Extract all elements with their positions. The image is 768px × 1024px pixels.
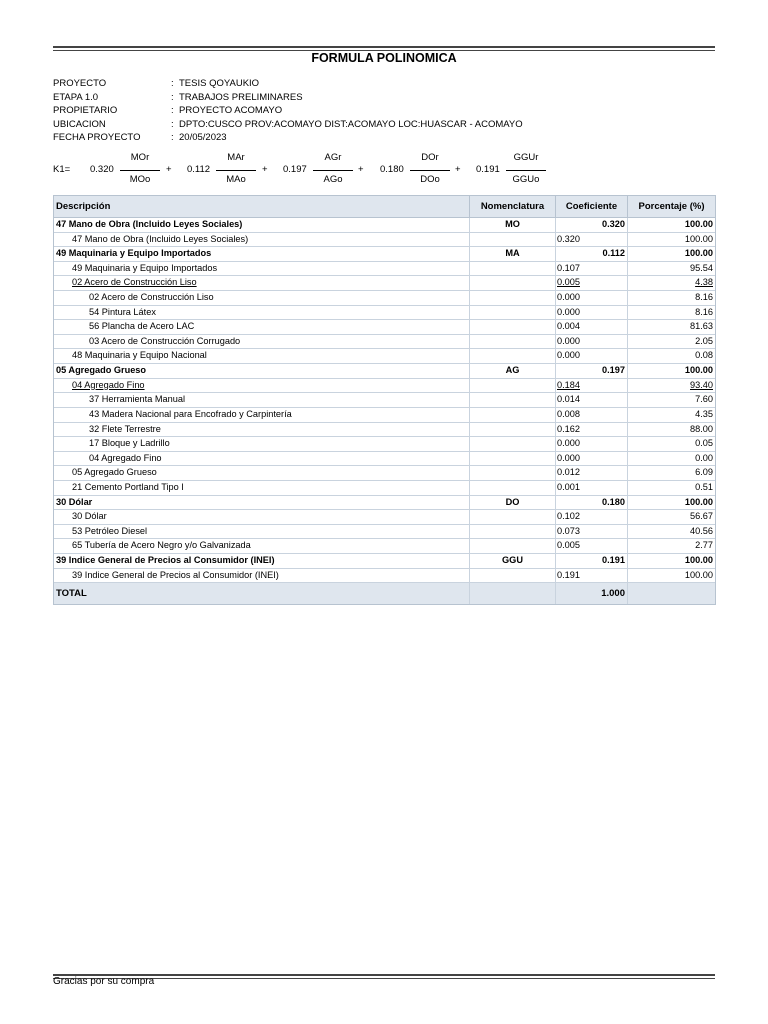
row-descripcion: [54, 569, 470, 583]
row-porcentaje: [628, 393, 715, 407]
row-descripcion: [54, 554, 470, 568]
row-porcentaje: [628, 379, 715, 393]
formula-coef: 0.320: [90, 164, 114, 175]
row-coeficiente: [556, 233, 628, 247]
total-porcentaje: [628, 583, 715, 604]
row-nomenclatura: [470, 481, 556, 495]
row-porcentaje-text: 0.08: [695, 350, 713, 361]
row-descripcion-text: 32 Flete Terrestre: [89, 423, 161, 434]
row-coeficiente: [556, 525, 628, 539]
table-row: [54, 291, 715, 306]
row-coeficiente: [556, 539, 628, 553]
row-coeficiente-text: 0.180: [602, 496, 625, 507]
row-descripcion: [54, 218, 470, 232]
row-coeficiente-text: 0.005: [557, 540, 580, 551]
row-descripcion-text: 39 Indice General de Precios al Consumidor (INEI): [56, 555, 275, 566]
meta-label: PROYECTO: [53, 78, 107, 89]
row-porcentaje: [628, 569, 715, 583]
row-coeficiente-text: 0.000: [557, 292, 580, 303]
row-descripcion: [54, 306, 470, 320]
table-header: [54, 196, 715, 218]
table-row: [54, 320, 715, 335]
formula-fraction: [216, 151, 256, 187]
table-row: [54, 481, 715, 496]
row-coeficiente: [556, 481, 628, 495]
row-coeficiente-text: 0.000: [557, 438, 580, 449]
row-descripcion: [54, 437, 470, 451]
row-coeficiente-text: 0.012: [557, 467, 580, 478]
table-row: [54, 218, 715, 233]
row-coeficiente-text: 0.001: [557, 481, 580, 492]
table-row: [54, 539, 715, 554]
total-nomenclatura: [470, 583, 556, 604]
row-descripcion-text: 05 Agregado Grueso: [72, 467, 157, 478]
row-descripcion: [54, 379, 470, 393]
table-row: [54, 510, 715, 525]
formula-numerator: MAr: [227, 152, 245, 163]
header-coeficiente: Coeficiente: [556, 196, 628, 217]
row-porcentaje-text: 0.05: [695, 438, 713, 449]
row-coeficiente: [556, 320, 628, 334]
row-descripcion-text: 65 Tubería de Acero Negro y/o Galvanizada: [72, 540, 251, 551]
row-nomenclatura: [470, 437, 556, 451]
row-nomenclatura: [470, 276, 556, 290]
row-descripcion-text: 43 Madera Nacional para Encofrado y Carpintería: [89, 408, 292, 419]
row-porcentaje: [628, 364, 715, 378]
row-coeficiente: [556, 510, 628, 524]
row-porcentaje: [628, 276, 715, 290]
row-porcentaje-text: 0.00: [695, 452, 713, 463]
table-row: [54, 364, 715, 379]
row-nomenclatura: [470, 320, 556, 334]
row-nomenclatura: [470, 408, 556, 422]
row-nomenclatura: [470, 335, 556, 349]
row-coeficiente-text: 0.162: [557, 423, 580, 434]
row-descripcion-text: 30 Dólar: [72, 511, 107, 522]
row-porcentaje: [628, 233, 715, 247]
formula-coef: 0.180: [380, 164, 404, 175]
row-porcentaje-text: 8.16: [695, 292, 713, 303]
row-descripcion: [54, 247, 470, 261]
row-coeficiente-text: 0.000: [557, 350, 580, 361]
row-porcentaje-text: 4.35: [695, 408, 713, 419]
formula-k1-label: K1=: [53, 164, 71, 175]
table-row: [54, 276, 715, 291]
fraction-bar: [216, 170, 256, 171]
document-title: FORMULA POLINOMICA: [311, 51, 457, 65]
table-row: [54, 247, 715, 262]
meta-value: PROYECTO ACOMAYO: [179, 105, 283, 117]
row-porcentaje: [628, 466, 715, 480]
table-row: [54, 408, 715, 423]
row-descripcion-text: 49 Maquinaria y Equipo Importados: [56, 248, 212, 259]
row-coeficiente-text: 0.014: [557, 394, 580, 405]
table-row: [54, 437, 715, 452]
row-porcentaje: [628, 437, 715, 451]
row-coeficiente: [556, 306, 628, 320]
row-porcentaje-text: 40.56: [690, 525, 713, 536]
row-porcentaje: [628, 510, 715, 524]
row-nomenclatura: [470, 510, 556, 524]
row-porcentaje-text: 100.00: [684, 555, 713, 566]
row-descripcion-text: 39 Indice General de Precios al Consumidor (INEI): [72, 569, 279, 580]
row-nomenclatura: MA: [470, 247, 556, 261]
row-porcentaje: [628, 306, 715, 320]
row-porcentaje-text: 81.63: [690, 321, 713, 332]
row-coeficiente-text: 0.000: [557, 306, 580, 317]
table-row: [54, 379, 715, 394]
row-porcentaje-text: 88.00: [690, 423, 713, 434]
row-nomenclatura: [470, 379, 556, 393]
row-descripcion-text: 02 Acero de Construcción Liso: [72, 277, 197, 288]
row-descripcion-text: 30 Dólar: [56, 496, 93, 507]
row-nomenclatura: GGU: [470, 554, 556, 568]
meta-row-proyecto: [53, 77, 715, 91]
row-descripcion-text: 17 Bloque y Ladrillo: [89, 438, 170, 449]
row-nomenclatura: [470, 349, 556, 363]
table-row: [54, 335, 715, 350]
formula-denominator: MAo: [226, 174, 246, 185]
row-porcentaje-text: 4.38: [695, 277, 713, 288]
row-coeficiente-text: 0.320: [602, 219, 625, 229]
total-value: 1.000: [556, 583, 628, 604]
row-descripcion: [54, 408, 470, 422]
row-coeficiente: [556, 437, 628, 451]
row-nomenclatura: [470, 569, 556, 583]
row-coeficiente-text: 0.107: [557, 262, 580, 273]
row-porcentaje-text: 7.60: [695, 394, 713, 405]
formula-plus: +: [166, 164, 172, 175]
row-porcentaje-text: 95.54: [690, 262, 713, 273]
row-porcentaje: [628, 335, 715, 349]
row-nomenclatura: MO: [470, 218, 556, 232]
formula-coef: 0.112: [187, 164, 211, 175]
row-coeficiente: [556, 496, 628, 510]
row-coeficiente-text: 0.000: [557, 452, 580, 463]
fraction-bar: [506, 170, 546, 171]
row-nomenclatura: [470, 306, 556, 320]
footer-text: Gracias por su compra: [53, 976, 155, 987]
row-porcentaje-text: 2.77: [695, 540, 713, 551]
row-coeficiente: [556, 393, 628, 407]
total-label: TOTAL: [54, 583, 470, 604]
formula-numerator: DOr: [421, 152, 439, 163]
meta-row-propietario: [53, 104, 715, 118]
row-descripcion-text: 48 Maquinaria y Equipo Nacional: [72, 350, 207, 361]
formula-denominator: GGUo: [512, 174, 540, 185]
row-descripcion: [54, 466, 470, 480]
row-descripcion: [54, 364, 470, 378]
row-coeficiente: [556, 335, 628, 349]
row-descripcion: [54, 496, 470, 510]
formula-fraction: [410, 151, 450, 187]
meta-row-fecha: [53, 131, 715, 145]
row-nomenclatura: AG: [470, 364, 556, 378]
row-coeficiente: [556, 379, 628, 393]
meta-colon: :: [171, 78, 174, 89]
row-porcentaje: [628, 554, 715, 568]
row-nomenclatura: [470, 262, 556, 276]
row-porcentaje-text: 100.00: [684, 569, 713, 580]
row-nomenclatura: [470, 466, 556, 480]
row-coeficiente: [556, 408, 628, 422]
row-descripcion: [54, 335, 470, 349]
row-descripcion: [54, 320, 470, 334]
row-porcentaje: [628, 496, 715, 510]
row-porcentaje: [628, 247, 715, 261]
row-porcentaje-text: 56.67: [690, 511, 713, 522]
formula-fraction: [120, 151, 160, 187]
meta-colon: :: [171, 105, 174, 117]
row-porcentaje-text: 100.00: [684, 248, 713, 259]
row-coeficiente: [556, 466, 628, 480]
row-descripcion-text: 04 Agregado Fino: [72, 379, 145, 390]
table-row: [54, 262, 715, 277]
row-descripcion-text: 02 Acero de Construcción Liso: [89, 292, 214, 303]
row-coeficiente: [556, 554, 628, 568]
row-porcentaje: [628, 262, 715, 276]
meta-label: PROPIETARIO: [53, 105, 118, 117]
fraction-bar: [313, 170, 353, 171]
formula-fraction: [506, 151, 546, 187]
row-porcentaje: [628, 539, 715, 553]
row-descripcion: [54, 423, 470, 437]
formula-denominator: DOo: [420, 174, 440, 185]
formula-table: [53, 195, 716, 605]
polynomial-formula: [53, 151, 715, 187]
table-total-row: [54, 583, 715, 604]
row-porcentaje-text: 2.05: [695, 335, 713, 346]
top-rule: [53, 46, 715, 48]
row-descripcion: [54, 525, 470, 539]
row-descripcion-text: 03 Acero de Construcción Corrugado: [89, 335, 241, 346]
row-nomenclatura: [470, 423, 556, 437]
row-nomenclatura: [470, 393, 556, 407]
row-porcentaje: [628, 525, 715, 539]
table-row: [54, 233, 715, 248]
row-coeficiente: [556, 452, 628, 466]
table-row: [54, 452, 715, 467]
header-porcentaje: Porcentaje (%): [638, 201, 705, 212]
formula-numerator: AGr: [324, 152, 342, 163]
fraction-bar: [410, 170, 450, 171]
row-coeficiente: [556, 276, 628, 290]
table-row: [54, 554, 715, 569]
row-porcentaje-text: 8.16: [695, 306, 713, 317]
meta-row-etapa: [53, 91, 715, 105]
row-coeficiente: [556, 364, 628, 378]
row-coeficiente-text: 0.008: [557, 408, 580, 419]
formula-coef: 0.197: [283, 164, 307, 175]
meta-colon: :: [171, 118, 174, 130]
formula-denominator: AGo: [323, 174, 343, 185]
row-nomenclatura: [470, 291, 556, 305]
formula-denominator: MOo: [129, 174, 151, 185]
row-descripcion-text: 47 Mano de Obra (Incluido Leyes Sociales): [56, 219, 243, 229]
row-descripcion: [54, 539, 470, 553]
row-porcentaje: [628, 291, 715, 305]
row-descripcion: [54, 510, 470, 524]
formula-coef: 0.191: [476, 164, 500, 175]
row-porcentaje-text: 93.40: [690, 379, 713, 390]
row-descripcion: [54, 349, 470, 363]
row-descripcion-text: 53 Petróleo Diesel: [72, 525, 148, 536]
table-row: [54, 525, 715, 540]
row-descripcion: [54, 393, 470, 407]
row-porcentaje: [628, 218, 715, 232]
row-nomenclatura: [470, 539, 556, 553]
row-coeficiente: [556, 247, 628, 261]
row-descripcion: [54, 291, 470, 305]
row-porcentaje-text: 100.00: [684, 219, 713, 229]
header-nomenclatura: Nomenclatura: [470, 196, 556, 217]
row-descripcion-text: 21 Cemento Portland Tipo I: [72, 481, 184, 492]
row-coeficiente: [556, 423, 628, 437]
meta-value: 20/05/2023: [179, 132, 227, 144]
row-descripcion-text: 56 Plancha de Acero LAC: [89, 321, 195, 332]
meta-value: TRABAJOS PRELIMINARES: [179, 91, 303, 103]
table-row: [54, 569, 715, 584]
row-porcentaje-text: 0.51: [695, 481, 713, 492]
row-porcentaje-text: 100.00: [684, 365, 713, 376]
row-porcentaje-text: 100.00: [684, 496, 713, 507]
table-row: [54, 423, 715, 438]
meta-label: FECHA PROYECTO: [53, 132, 141, 144]
table-row: [54, 496, 715, 511]
meta-colon: :: [171, 132, 174, 144]
row-descripcion: [54, 481, 470, 495]
row-porcentaje: [628, 320, 715, 334]
table-row: [54, 466, 715, 481]
formula-plus: +: [262, 164, 268, 175]
fraction-bar: [120, 170, 160, 171]
meta-label: UBICACION: [53, 118, 106, 130]
row-coeficiente-text: 0.191: [557, 569, 580, 580]
table-body: [54, 218, 715, 583]
row-porcentaje: [628, 423, 715, 437]
row-nomenclatura: [470, 525, 556, 539]
row-porcentaje-text: 6.09: [695, 467, 713, 478]
row-descripcion-text: 49 Maquinaria y Equipo Importados: [72, 262, 218, 273]
row-coeficiente-text: 0.005: [557, 277, 580, 288]
row-coeficiente: [556, 218, 628, 232]
row-porcentaje: [628, 349, 715, 363]
meta-value: DPTO:CUSCO PROV:ACOMAYO DIST:ACOMAYO LOC:HUASCAR - ACOMAYO: [179, 118, 523, 130]
formula-plus: +: [455, 164, 461, 175]
row-descripcion-text: 04 Agregado Fino: [89, 452, 162, 463]
project-info: [53, 77, 715, 145]
row-descripcion-text: 05 Agregado Grueso: [56, 365, 147, 376]
row-coeficiente-text: 0.197: [602, 365, 625, 376]
row-porcentaje: [628, 408, 715, 422]
row-coeficiente: [556, 569, 628, 583]
row-nomenclatura: [470, 452, 556, 466]
row-descripcion: [54, 233, 470, 247]
formula-numerator: MOr: [130, 152, 150, 163]
meta-label: ETAPA 1.0: [53, 91, 99, 103]
row-coeficiente-text: 0.320: [557, 233, 580, 244]
row-porcentaje-text: 100.00: [684, 233, 713, 244]
row-coeficiente-text: 0.112: [602, 248, 625, 259]
row-nomenclatura: DO: [470, 496, 556, 510]
row-coeficiente-text: 0.073: [557, 525, 580, 536]
meta-value: TESIS QOYAUKIO: [179, 78, 260, 89]
header-descripcion: Descripción: [54, 196, 470, 217]
table-row: [54, 393, 715, 408]
row-descripcion-text: 54 Pintura Látex: [89, 306, 156, 317]
meta-colon: :: [171, 91, 174, 103]
row-descripcion-text: 47 Mano de Obra (Incluido Leyes Sociales): [72, 233, 249, 244]
meta-row-ubicacion: [53, 118, 715, 132]
row-coeficiente: [556, 349, 628, 363]
row-descripcion: [54, 276, 470, 290]
row-coeficiente-text: 0.000: [557, 335, 580, 346]
row-coeficiente-text: 0.191: [602, 555, 625, 566]
row-coeficiente-text: 0.004: [557, 321, 580, 332]
formula-fraction: [313, 151, 353, 187]
row-coeficiente: [556, 291, 628, 305]
row-descripcion: [54, 452, 470, 466]
row-coeficiente-text: 0.184: [557, 379, 580, 390]
row-descripcion-text: 37 Herramienta Manual: [89, 394, 186, 405]
formula-numerator: GGUr: [513, 152, 539, 163]
row-coeficiente-text: 0.102: [557, 511, 580, 522]
table-row: [54, 306, 715, 321]
row-porcentaje: [628, 481, 715, 495]
table-row: [54, 349, 715, 364]
row-nomenclatura: [470, 233, 556, 247]
formula-plus: +: [358, 164, 364, 175]
row-descripcion: [54, 262, 470, 276]
row-porcentaje: [628, 452, 715, 466]
row-coeficiente: [556, 262, 628, 276]
